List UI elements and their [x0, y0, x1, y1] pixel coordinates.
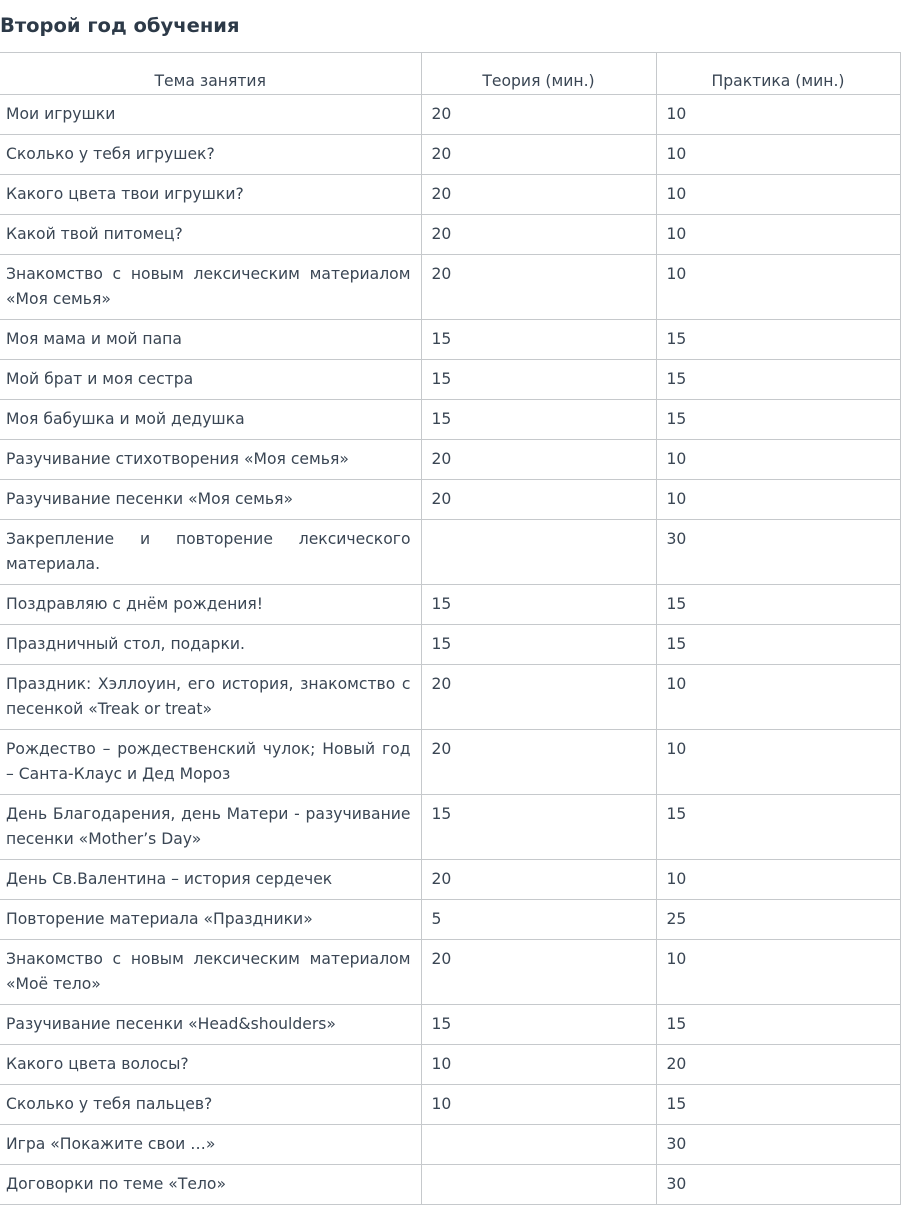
- practice-cell: 10: [656, 95, 900, 135]
- topic-cell: Повторение материала «Праздники»: [0, 900, 421, 940]
- table-row: [0, 480, 900, 520]
- table-row: [0, 95, 900, 135]
- header-topic: Тема занятия: [0, 53, 421, 95]
- topic-cell: Моя бабушка и мой дедушка: [0, 400, 421, 440]
- topic-cell: Какой твой питомец?: [0, 215, 421, 255]
- practice-cell: 30: [656, 1165, 900, 1205]
- table-row: [0, 665, 900, 730]
- practice-cell: 10: [656, 860, 900, 900]
- topic-cell: Знакомство с новым лексическим материалом «Моё тело»: [0, 940, 421, 1005]
- practice-cell: 10: [656, 255, 900, 320]
- theory-cell: 20: [421, 480, 656, 520]
- practice-cell: 15: [656, 320, 900, 360]
- page-title: Второй год обучения: [0, 14, 240, 37]
- theory-cell: 15: [421, 400, 656, 440]
- theory-cell: [421, 1165, 656, 1205]
- practice-cell: 15: [656, 585, 900, 625]
- topic-cell: Договорки по теме «Тело»: [0, 1165, 421, 1205]
- practice-cell: 25: [656, 900, 900, 940]
- theory-cell: 15: [421, 585, 656, 625]
- theory-cell: 10: [421, 1045, 656, 1085]
- table-row: [0, 585, 900, 625]
- practice-cell: 10: [656, 215, 900, 255]
- practice-cell: 30: [656, 1125, 900, 1165]
- practice-cell: 10: [656, 135, 900, 175]
- theory-cell: [421, 520, 656, 585]
- topic-cell: Моя мама и мой папа: [0, 320, 421, 360]
- practice-cell: 10: [656, 665, 900, 730]
- practice-cell: 10: [656, 940, 900, 1005]
- theory-cell: 15: [421, 795, 656, 860]
- theory-cell: 20: [421, 95, 656, 135]
- theory-cell: 20: [421, 940, 656, 1005]
- practice-cell: 15: [656, 1085, 900, 1125]
- theory-cell: 20: [421, 175, 656, 215]
- theory-cell: 20: [421, 135, 656, 175]
- theory-cell: 15: [421, 320, 656, 360]
- topic-cell: Мой брат и моя сестра: [0, 360, 421, 400]
- theory-cell: 20: [421, 665, 656, 730]
- theory-cell: 20: [421, 255, 656, 320]
- topic-cell: Какого цвета волосы?: [0, 1045, 421, 1085]
- table-row: [0, 135, 900, 175]
- practice-cell: 10: [656, 730, 900, 795]
- theory-cell: 5: [421, 900, 656, 940]
- practice-cell: 10: [656, 175, 900, 215]
- schedule-table: [0, 52, 901, 1205]
- topic-cell: Знакомство с новым лексическим материалом «Моя семья»: [0, 255, 421, 320]
- table-row: [0, 215, 900, 255]
- theory-cell: [421, 1125, 656, 1165]
- topic-cell: Праздничный стол, подарки.: [0, 625, 421, 665]
- header-theory: Теория (мин.): [421, 53, 656, 95]
- table-row: [0, 1085, 900, 1125]
- table-header-row: [0, 53, 900, 95]
- practice-cell: 30: [656, 520, 900, 585]
- table-row: [0, 440, 900, 480]
- theory-cell: 20: [421, 215, 656, 255]
- topic-cell: День Благодарения, день Матери - разучивание песенки «Mother’s Day»: [0, 795, 421, 860]
- table-row: [0, 940, 900, 1005]
- practice-cell: 15: [656, 400, 900, 440]
- table-row: [0, 900, 900, 940]
- theory-cell: 20: [421, 730, 656, 795]
- topic-cell: Праздник: Хэллоуин, его история, знакомство с песенкой «Treak or treat»: [0, 665, 421, 730]
- practice-cell: 15: [656, 360, 900, 400]
- practice-cell: 15: [656, 795, 900, 860]
- table-row: [0, 520, 900, 585]
- practice-cell: 15: [656, 1005, 900, 1045]
- theory-cell: 15: [421, 1005, 656, 1045]
- topic-cell: День Св.Валентина – история сердечек: [0, 860, 421, 900]
- table-row: [0, 255, 900, 320]
- topic-cell: Разучивание стихотворения «Моя семья»: [0, 440, 421, 480]
- topic-cell: Сколько у тебя пальцев?: [0, 1085, 421, 1125]
- theory-cell: 20: [421, 440, 656, 480]
- practice-cell: 20: [656, 1045, 900, 1085]
- table-row: [0, 625, 900, 665]
- table-row: [0, 1125, 900, 1165]
- theory-cell: 15: [421, 360, 656, 400]
- table-row: [0, 1165, 900, 1205]
- header-practice: Практика (мин.): [656, 53, 900, 95]
- practice-cell: 10: [656, 440, 900, 480]
- table-row: [0, 400, 900, 440]
- table-row: [0, 360, 900, 400]
- topic-cell: Разучивание песенки «Head&shoulders»: [0, 1005, 421, 1045]
- topic-cell: Сколько у тебя игрушек?: [0, 135, 421, 175]
- practice-cell: 15: [656, 625, 900, 665]
- topic-cell: Закрепление и повторение лексического материала.: [0, 520, 421, 585]
- table-row: [0, 1005, 900, 1045]
- topic-cell: Рождество – рождественский чулок; Новый год – Санта-Клаус и Дед Мороз: [0, 730, 421, 795]
- table-row: [0, 1045, 900, 1085]
- table-row: [0, 175, 900, 215]
- topic-cell: Какого цвета твои игрушки?: [0, 175, 421, 215]
- topic-cell: Мои игрушки: [0, 95, 421, 135]
- table-row: [0, 795, 900, 860]
- theory-cell: 20: [421, 860, 656, 900]
- table-row: [0, 860, 900, 900]
- topic-cell: Разучивание песенки «Моя семья»: [0, 480, 421, 520]
- practice-cell: 10: [656, 480, 900, 520]
- table-row: [0, 730, 900, 795]
- topic-cell: Игра «Покажите свои …»: [0, 1125, 421, 1165]
- topic-cell: Поздравляю с днём рождения!: [0, 585, 421, 625]
- table-row: [0, 320, 900, 360]
- theory-cell: 10: [421, 1085, 656, 1125]
- theory-cell: 15: [421, 625, 656, 665]
